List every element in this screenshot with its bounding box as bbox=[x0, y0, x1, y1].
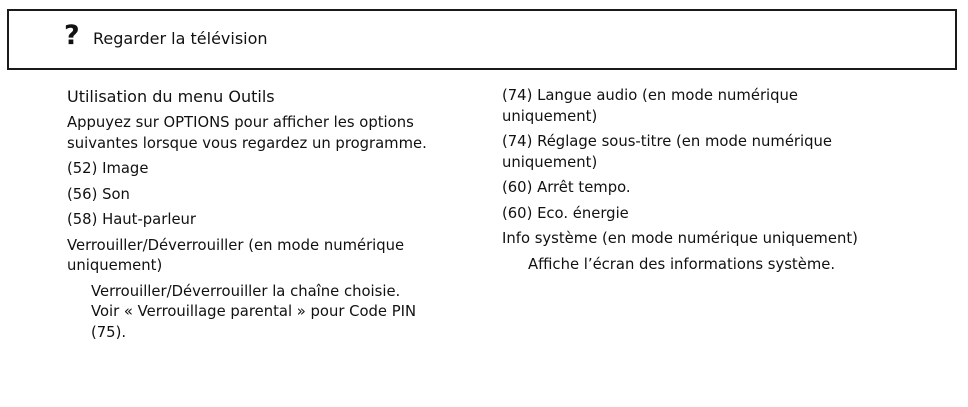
page-title: Regarder la télévision bbox=[93, 29, 268, 48]
option-label: (60) Eco. énergie bbox=[502, 204, 629, 222]
section-title: Utilisation du menu Outils bbox=[67, 87, 275, 106]
option-label: uniquement) bbox=[502, 153, 598, 171]
left-column bbox=[67, 86, 467, 348]
menu-option-image bbox=[67, 159, 467, 180]
option-label: (58) Haut-parleur bbox=[67, 211, 197, 228]
menu-option-son bbox=[67, 185, 467, 206]
menu-option-haut-parleur bbox=[67, 210, 467, 231]
menu-option-sous-titre bbox=[502, 132, 922, 173]
page-header bbox=[7, 9, 957, 70]
intro-line: Appuyez sur OPTIONS pour afficher les options bbox=[67, 114, 414, 131]
option-label: (74) Réglage sous-titre (en mode numérique bbox=[502, 133, 833, 150]
menu-option-eco-energie bbox=[502, 204, 922, 225]
description-line: Verrouiller/Déverrouiller la chaîne choisie. bbox=[91, 282, 401, 300]
menu-option-verrouiller bbox=[67, 236, 467, 277]
option-label: Verrouiller/Déverrouiller (en mode numérique bbox=[67, 236, 405, 254]
menu-option-langue-audio bbox=[502, 86, 922, 127]
info-description bbox=[502, 255, 922, 276]
lock-description bbox=[67, 282, 467, 344]
option-label: (60) Arrêt tempo. bbox=[502, 179, 631, 196]
option-label: uniquement) bbox=[67, 257, 163, 274]
description-line: (75). bbox=[91, 323, 127, 341]
description-line: Voir « Verrouillage parental » pour Code PIN bbox=[91, 303, 417, 320]
option-label: (52) Image bbox=[67, 160, 149, 177]
menu-option-arret-tempo bbox=[502, 178, 922, 199]
right-column bbox=[502, 86, 922, 280]
option-label: (56) Son bbox=[67, 185, 130, 203]
intro-line: suivantes lorsque vous regardez un programme. bbox=[67, 134, 427, 152]
intro-paragraph bbox=[67, 113, 467, 154]
option-label: uniquement) bbox=[502, 107, 598, 125]
menu-option-info-systeme bbox=[502, 229, 922, 250]
description-line: Affiche l’écran des informations système. bbox=[528, 255, 836, 273]
option-label: (74) Langue audio (en mode numérique bbox=[502, 87, 799, 104]
option-label: Info système (en mode numérique uniquement) bbox=[502, 230, 858, 247]
help-question-icon: ? bbox=[64, 20, 80, 51]
